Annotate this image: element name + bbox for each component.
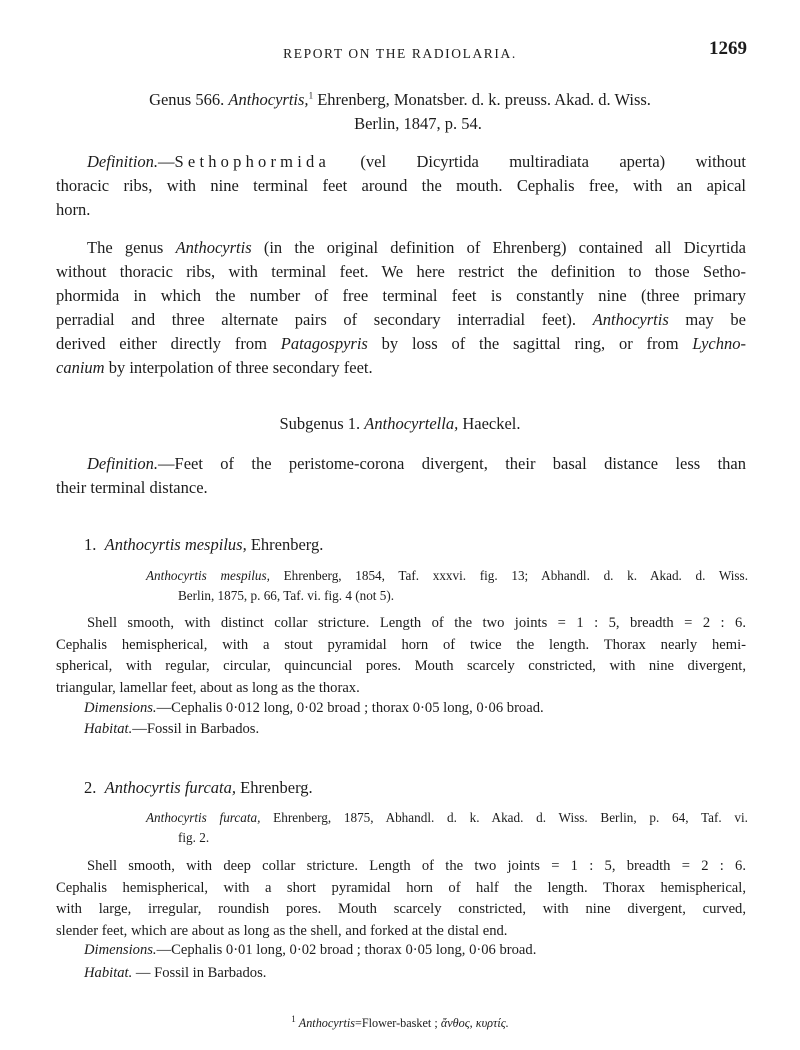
synonym-name: Anthocyrtis mespilus, (146, 568, 270, 583)
discussion-line-5 (56, 332, 746, 356)
habitat-text: —Fossil in Barbados. (132, 721, 260, 737)
genus-discussion (56, 236, 746, 380)
synonymy-line-2: fig. 2. (178, 830, 210, 845)
definition-line-1 (56, 150, 746, 174)
species-1-dimensions (84, 700, 544, 717)
subgenus-definition (56, 452, 746, 500)
genus-footnote-mark: 1 (308, 90, 314, 101)
discussion-text: may be (668, 310, 746, 329)
discussion-line-1 (56, 236, 746, 260)
genus-heading (0, 90, 800, 110)
discussion-line-2: without thoracic ribs, with terminal feet. We here restrict the definition to those Setho- (56, 262, 746, 281)
description-line: triangular, lamellar feet, about as long as the thorax. (56, 679, 360, 696)
species-number: 1. (84, 535, 97, 554)
discussion-text: The genus (87, 238, 176, 257)
subgenus-definition-line-1 (56, 452, 746, 476)
habitat-text: — Fossil in Barbados. (132, 965, 267, 981)
description-line: Shell smooth, with distinct collar stricture. Length of the two joints = 1 : 5, breadth = 2 : 6. (87, 615, 746, 631)
description-line: Cephalis hemispherical, with a stout pyramidal horn of twice the length. Thorax nearly hemi- (56, 636, 746, 653)
species-1-description (56, 613, 746, 699)
habitat-label: Habitat. (84, 721, 133, 737)
discussion-text: perradial and three alternate pairs of secondary interradial feet). (56, 310, 593, 329)
subgenus-name: Anthocyrtella, (364, 414, 459, 433)
synonym-name: Anthocyrtis furcata, (146, 810, 261, 825)
species-1-habitat (84, 721, 259, 738)
species-number: 2. (84, 778, 97, 797)
dimensions-label: Dimensions. (84, 942, 157, 958)
discussion-text: derived either directly from (56, 334, 281, 353)
taxon-name: Anthocyrtis (592, 310, 669, 329)
species-author: Ehrenberg. (246, 535, 324, 554)
discussion-text: (in the original definition of Ehrenberg) contained all Dicyrtida (251, 238, 747, 257)
genus-definition (56, 150, 746, 222)
description-line: spherical, with regular, circular, quincuncial pores. Mouth scarcely constricted, with nine divergent, (56, 658, 746, 674)
species-author: Ehrenberg. (236, 778, 313, 797)
species-1-synonymy (146, 566, 748, 606)
species-name: Anthocyrtis mespilus, (104, 535, 247, 554)
dimensions-label: Dimensions. (84, 700, 157, 716)
genus-name: Anthocyrtis, (228, 90, 309, 109)
discussion-text: by loss of the sagittal ring, or from (367, 334, 693, 353)
description-line: Cephalis hemispherical, with a short pyramidal horn of half the length. Thorax hemispherical, (56, 879, 746, 896)
definition-text: —Feet of the peristome-corona divergent, their basal distance less than (158, 454, 746, 473)
discussion-line-4 (56, 308, 746, 332)
definition-line-2: thoracic ribs, with nine terminal feet around the mouth. Cephalis free, with an apical (56, 176, 746, 195)
definition-family: Sethophormida (174, 152, 330, 171)
species-2-description (56, 856, 746, 942)
description-line: Shell smooth, with deep collar stricture. Length of the two joints = 1 : 5, breadth = 2 : 6. (87, 858, 746, 874)
discussion-text: by interpolation of three secondary feet. (104, 358, 373, 377)
definition-label: Definition. (87, 152, 159, 171)
footnote-greek: ἄνθος, κυρτίς. (440, 1016, 509, 1030)
discussion-line-6 (56, 356, 746, 380)
synonym-citation: Ehrenberg, 1875, Abhandl. d. k. Akad. d. Wiss. Berlin, p. 64, Taf. vi. (260, 810, 748, 825)
footnote-mark: 1 (291, 1013, 296, 1024)
dimensions-text: —Cephalis 0·012 long, 0·02 broad ; thorax 0·05 long, 0·06 broad. (156, 700, 544, 716)
description-line: slender feet, which are about as long as the shell, and forked at the distal end. (56, 922, 508, 939)
discussion-line-3: phormida in which the number of free terminal feet is constantly nine (three primary (56, 286, 746, 305)
subgenus-heading (0, 414, 800, 434)
definition-label: Definition. (87, 454, 159, 473)
synonymy-line-2: Berlin, 1875, p. 66, Taf. vi. fig. 4 (not 5). (178, 588, 395, 603)
subgenus-prefix: Subgenus 1. (279, 414, 365, 433)
taxon-name: Anthocyrtis (175, 238, 252, 257)
taxon-name: canium (56, 358, 105, 377)
synonymy-line-1 (146, 566, 748, 586)
subgenus-definition-line-2: their terminal distance. (56, 478, 208, 497)
dimensions-text: —Cephalis 0·01 long, 0·02 broad ; thorax 0·05 long, 0·06 broad. (156, 942, 537, 958)
definition-line1-rest: (vel Dicyrtida multiradiata aperta) without (329, 152, 746, 171)
species-2-habitat (84, 965, 266, 982)
species-name: Anthocyrtis furcata, (104, 778, 236, 797)
genus-prefix: Genus 566. (149, 90, 225, 109)
genus-citation-line1: Ehrenberg, Monatsber. d. k. preuss. Akad. d. Wiss. (317, 90, 651, 109)
taxon-name: Patagospyris (280, 334, 368, 353)
taxon-name: Lychno- (692, 334, 746, 353)
synonymy-line-1 (146, 808, 748, 828)
habitat-label: Habitat. (84, 965, 133, 981)
footnote-term: Anthocyrtis (298, 1016, 355, 1030)
running-title: REPORT ON THE RADIOLARIA. (283, 46, 517, 61)
species-2-dimensions (84, 942, 536, 959)
footnote-text: =Flower-basket ; (354, 1016, 438, 1030)
species-2-heading (84, 778, 313, 798)
definition-dash: — (158, 152, 175, 171)
genus-citation-line2: Berlin, 1847, p. 54. (354, 114, 482, 133)
page-number: 1269 (709, 38, 747, 59)
subgenus-author: Haeckel. (458, 414, 521, 433)
synonym-citation: Ehrenberg, 1854, Taf. xxxvi. fig. 13; Abhandl. d. k. Akad. d. Wiss. (269, 568, 748, 583)
species-2-synonymy (146, 808, 748, 848)
definition-line-3: horn. (56, 200, 91, 219)
species-1-heading (84, 535, 323, 555)
description-line: with large, irregular, roundish pores. Mouth scarcely constricted, with nine divergent, curved, (56, 901, 746, 917)
footnote (0, 1013, 800, 1031)
